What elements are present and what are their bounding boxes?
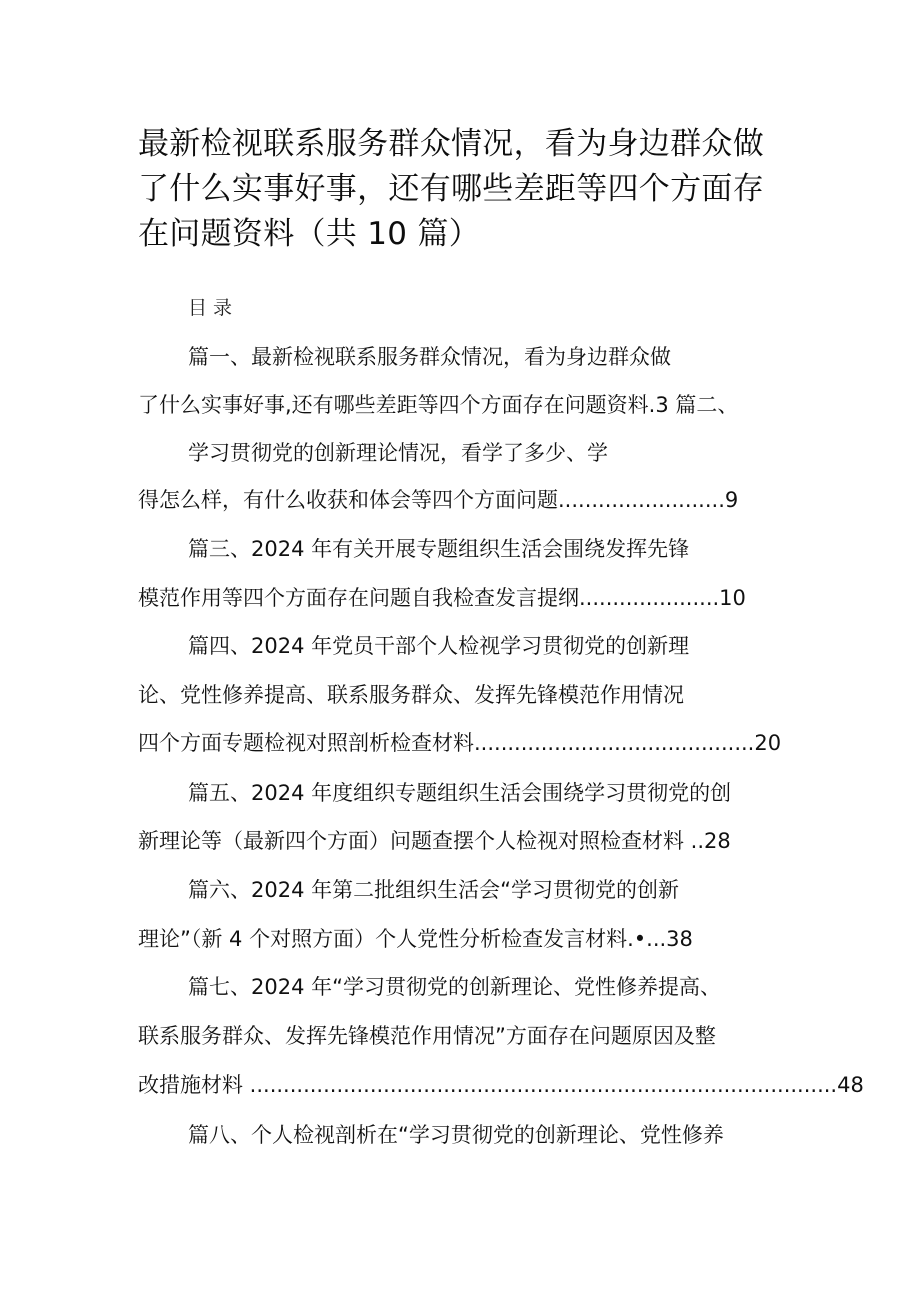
toc-line: 理论”（新 4 个对照方面）个人党性分析检查发言材料.•...38 xyxy=(138,927,693,951)
toc-line: 论、党性修养提高、联系服务群众、发挥先锋模范作用情况 xyxy=(138,683,684,707)
toc-line: 篇三、2024 年有关开展专题组织生活会围绕发挥先锋 xyxy=(188,537,690,561)
toc-line: 学习贯彻党的创新理论情况，看学了多少、学 xyxy=(188,441,608,465)
toc-line: 篇七、2024 年“学习贯彻党的创新理论、党性修养提高、 xyxy=(188,975,721,999)
toc-line: 联系服务群众、发挥先锋模范作用情况”方面存在问题原因及整 xyxy=(138,1024,716,1048)
toc-heading: 目录 xyxy=(188,297,239,319)
document-title xyxy=(138,122,798,257)
toc-line: 模范作用等四个方面存在问题自我检查发言提纲.....................10 xyxy=(138,586,746,610)
toc-line: 了什么实事好事,还有哪些差距等四个方面存在问题资料.3 篇二、 xyxy=(138,393,739,417)
toc-line: 得怎么样，有什么收获和体会等四个方面问题.........................9 xyxy=(138,488,739,512)
toc-line: 改措施材料 ........................................................................................48 xyxy=(138,1073,864,1097)
toc-line: 篇五、2024 年度组织专题组织生活会围绕学习贯彻党的创 xyxy=(188,781,732,805)
title-line-3: 在问题资料（共 10 篇） xyxy=(138,216,481,252)
toc-line: 新理论等（最新四个方面）问题查摆个人检视对照检查材料 ..28 xyxy=(138,829,731,853)
title-line-1: 最新检视联系服务群众情况，看为身边群众做 xyxy=(138,126,764,162)
toc-line: 篇一、最新检视联系服务群众情况，看为身边群众做 xyxy=(188,345,671,369)
toc-line: 四个方面专题检视对照剖析检查材料..........................................20 xyxy=(138,731,782,755)
title-line-2: 了什么实事好事，还有哪些差距等四个方面存 xyxy=(138,171,764,207)
toc-line: 篇四、2024 年党员干部个人检视学习贯彻党的创新理 xyxy=(188,634,690,658)
toc-line: 篇六、2024 年第二批组织生活会“学习贯彻党的创新 xyxy=(188,878,679,902)
toc-line: 篇八、个人检视剖析在“学习贯彻党的创新理论、党性修养 xyxy=(188,1123,724,1147)
